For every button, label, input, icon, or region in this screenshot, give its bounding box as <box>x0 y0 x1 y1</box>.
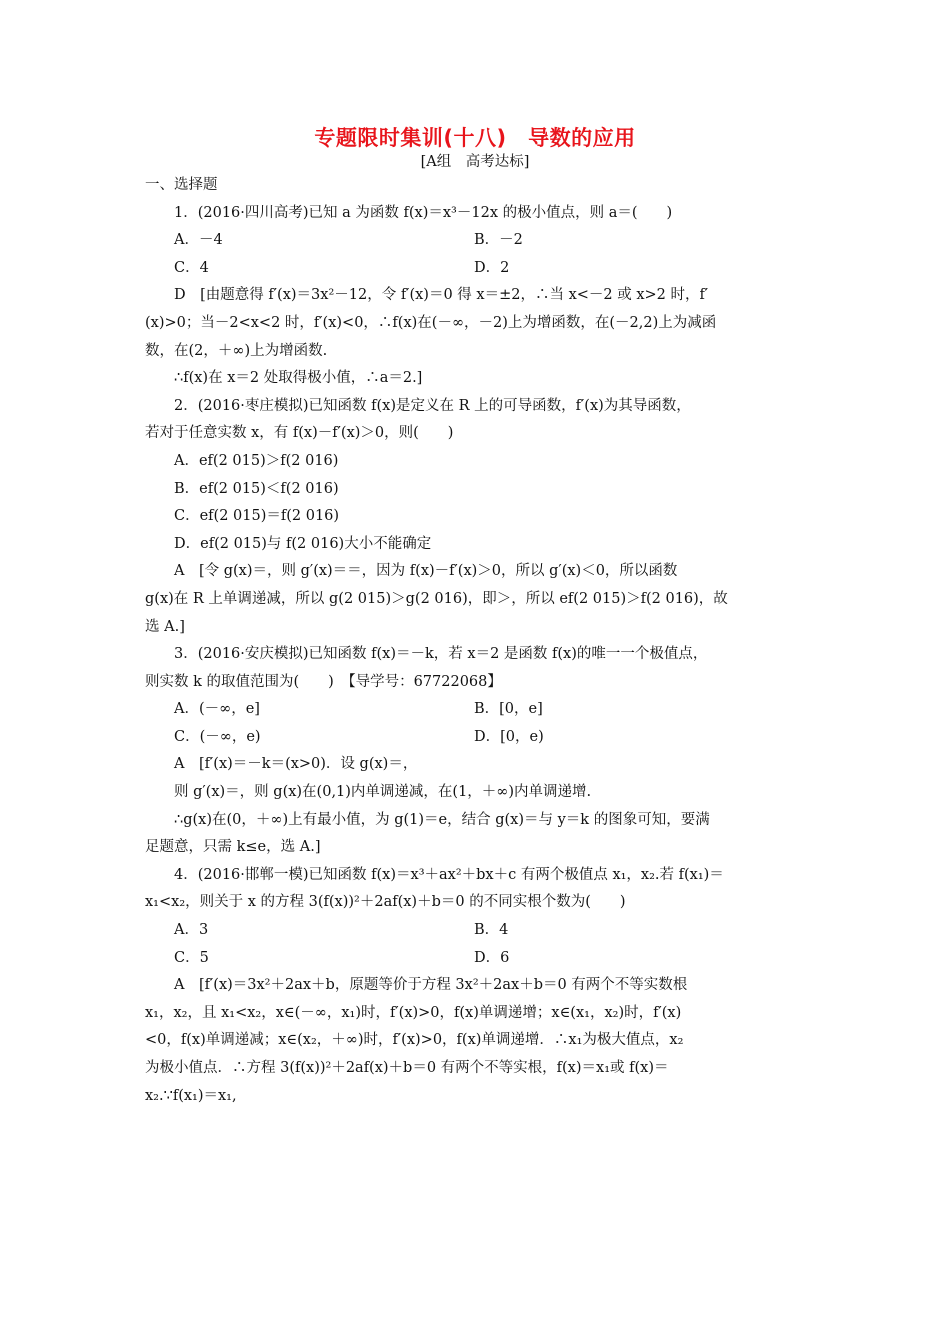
page-subtitle: [A组 高考达标] <box>420 154 530 170</box>
question-1-option-c: C．4 <box>174 259 209 276</box>
question-4-options-row-2 <box>145 945 810 973</box>
question-2-solution-line: 选 A.] <box>145 618 185 635</box>
question-2-solution-line: g(x)在 R 上单调递减，所以 g(2 015)＞g(2 016)，即＞，所以 ef(2 015)＞f(2 016)，故 <box>145 590 728 607</box>
question-4-solution-line: x₂.∵f(x₁)＝x₁, <box>145 1087 237 1104</box>
question-2-stem: 2．(2016·枣庄模拟)已知函数 f(x)是定义在 R 上的可导函数，f′(x)为其导函数， <box>174 397 691 414</box>
question-1-options-row-2 <box>145 255 810 283</box>
question-2-solution-line: A [令 g(x)＝，则 g′(x)＝＝，因为 f(x)－f′(x)＞0，所以 g′(x)＜0，所以函数 <box>174 563 678 580</box>
question-1-option-d: D．2 <box>474 259 510 276</box>
question-4-options-row-1 <box>145 917 810 945</box>
question-3-solution-line: 足题意，只需 k≤e，选 A.] <box>145 839 321 856</box>
question-3-solution-line: ∴g(x)在(0，＋∞)上有最小值，为 g(1)＝e，结合 g(x)＝与 y＝k 的图象可知，要满 <box>174 811 710 828</box>
question-1-options-row-1 <box>145 227 810 255</box>
question-4-solution-line: <0，f(x)单调递减；x∈(x₂，＋∞)时，f′(x)>0，f(x)单调递增．∴x₁为极大值点，x₂ <box>145 1032 684 1049</box>
question-4-option-b: B．4 <box>474 922 509 939</box>
page-title: 专题限时集训(十八) 导数的应用 <box>314 126 636 150</box>
question-3-stem: 则实数 k 的取值范围为( ) 【导学号：67722068】 <box>145 673 502 690</box>
question-1-solution-line: (x)>0；当－2<x<2 时，f′(x)<0，∴f(x)在(－∞，－2)上为增函数，在(－2,2)上为减函 <box>145 314 717 331</box>
question-2-stem: 若对于任意实数 x，有 f(x)－f′(x)＞0，则( ) <box>145 425 454 442</box>
document-body <box>145 172 810 1110</box>
question-3-stem: 3．(2016·安庆模拟)已知函数 f(x)＝－k，若 x＝2 是函数 f(x)的唯一一个极值点， <box>174 646 708 663</box>
question-3-solution-line: A [f′(x)＝－k＝(x>0)．设 g(x)＝， <box>174 756 418 773</box>
question-3-options-row-1 <box>145 696 810 724</box>
question-4-solution-line: x₁，x₂，且 x₁<x₂，x∈(－∞，x₁)时，f′(x)>0，f(x)单调递增；x∈(x₁，x₂)时，f′(x) <box>145 1004 682 1021</box>
question-3-options-row-2 <box>145 724 810 752</box>
question-3-option-b: B．[0，e] <box>474 701 543 718</box>
question-4-stem: x₁<x₂，则关于 x 的方程 3(f(x))²＋2af(x)＋b＝0 的不同实根个数为( ) <box>145 894 626 911</box>
question-4-solution-line: 为极小值点．∴方程 3(f(x))²＋2af(x)＋b＝0 有两个不等实根，f(x)＝x₁或 f(x)＝ <box>145 1060 669 1076</box>
section-heading: 一、选择题 <box>145 177 218 193</box>
question-4-stem: 4．(2016·邯郸一模)已知函数 f(x)＝x³＋ax²＋bx＋c 有两个极值点 x₁，x₂.若 f(x₁)＝ <box>174 866 724 883</box>
question-1-stem: 1．(2016·四川高考)已知 a 为函数 f(x)＝x³－12x 的极小值点，则 a＝( ) <box>174 204 673 221</box>
question-3-option-a: A．(－∞，e] <box>174 701 260 718</box>
question-4-option-a: A．3 <box>174 922 209 939</box>
question-1-option-b: B．－2 <box>474 232 523 249</box>
question-4-option-c: C．5 <box>174 949 209 966</box>
question-1-solution-line: ∴f(x)在 x＝2 处取得极小值，∴a＝2.] <box>174 370 423 387</box>
question-2-option-b: B．ef(2 015)＜f(2 016) <box>174 480 339 497</box>
question-3-solution-line: 则 g′(x)＝，则 g(x)在(0,1)内单调递减，在(1，＋∞)内单调递增. <box>174 784 592 801</box>
question-4-solution-line: A [f′(x)＝3x²＋2ax＋b，原题等价于方程 3x²＋2ax＋b＝0 有两个不等实数根 <box>174 977 688 994</box>
question-4-option-d: D．6 <box>474 949 510 966</box>
question-2-option-c: C．ef(2 015)＝f(2 016) <box>174 508 340 525</box>
question-1-option-a: A．－4 <box>174 232 223 249</box>
question-2-option-d: D．ef(2 015)与 f(2 016)大小不能确定 <box>174 535 432 552</box>
question-1-solution-line: 数，在(2，＋∞)上为增函数. <box>145 342 328 359</box>
question-3-option-c: C．(－∞，e) <box>174 728 261 745</box>
question-3-option-d: D．[0，e) <box>474 728 544 745</box>
question-1-solution-line: D [由题意得 f′(x)＝3x²－12，令 f′(x)＝0 得 x＝±2，∴当 x<－2 或 x>2 时，f′ <box>174 287 709 304</box>
question-2-option-a: A．ef(2 015)＞f(2 016) <box>174 452 339 469</box>
